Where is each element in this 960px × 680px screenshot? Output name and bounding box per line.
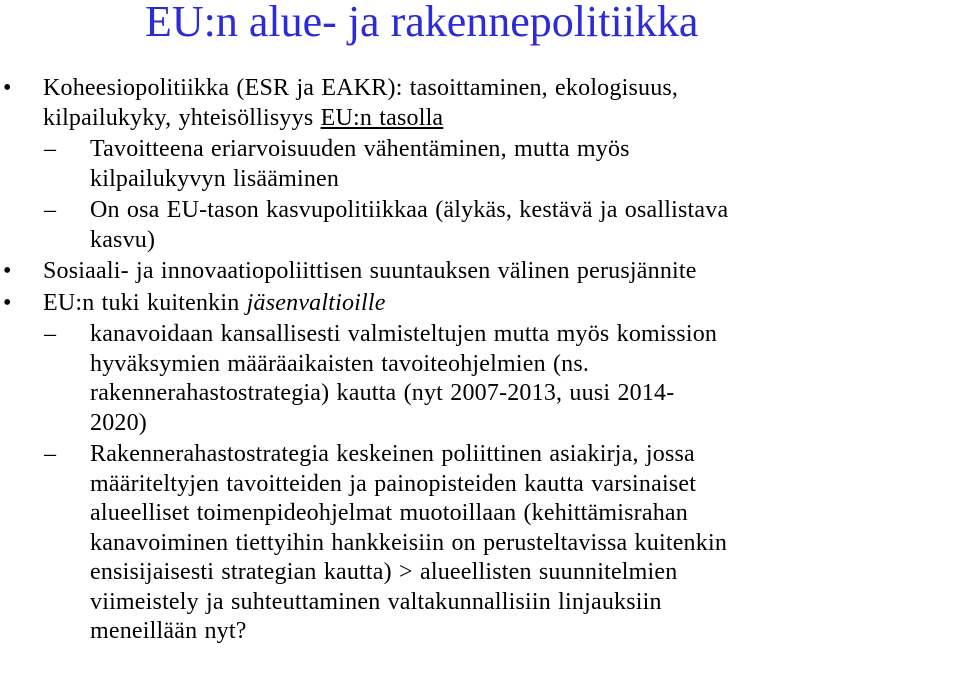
- underlined-text: EU:n tasolla: [320, 104, 444, 131]
- item-line: ensisijaisesti strategian kautta) > alueellisten suunnitelmien: [90, 559, 678, 585]
- dash-marker: –: [44, 136, 57, 162]
- item-line: [43, 104, 960, 134]
- item-line: meneillään nyt?: [90, 618, 247, 644]
- bullet-marker: •: [3, 75, 12, 101]
- item-line: määriteltyjen tavoitteiden ja painopisteiden kautta varsinaiset: [90, 470, 697, 497]
- item-line: kanavoidaan kansallisesti valmisteltujen mutta myös komission: [90, 321, 718, 347]
- item-line: alueelliset toimenpideohjelmat muotoillaan (kehittämisrahan: [90, 500, 688, 526]
- dash-marker: –: [44, 441, 57, 467]
- item-line: Koheesiopolitiikka (ESR ja EAKR): tasoittaminen, ekologisuus,: [43, 75, 679, 101]
- bullet-marker: •: [3, 258, 12, 284]
- item-line: kilpailukyvyn lisääminen: [90, 165, 340, 192]
- item-line: Rakennerahastostrategia keskeinen poliittinen asiakirja, jossa: [90, 441, 695, 467]
- item-line: viimeistely ja suhteuttaminen valtakunnallisiin linjauksiin: [90, 588, 662, 615]
- sub-item-national-programmes: [0, 320, 960, 438]
- item-line: kasvu): [90, 226, 156, 253]
- item-line: 2020): [90, 409, 147, 436]
- bullet-item-eu-support: [0, 289, 960, 319]
- bullet-item-tension: [0, 257, 960, 287]
- slide-title: EU:n alue- ja rakennepolitiikka: [145, 0, 699, 46]
- sub-item-goal: [0, 135, 960, 194]
- dash-marker: –: [44, 197, 57, 223]
- item-line: rakennerahastostrategia) kautta (nyt 2007-2013, uusi 2014-: [90, 380, 675, 406]
- dash-marker: –: [44, 321, 57, 347]
- item-text: EU:n tuki kuitenkin: [43, 289, 247, 316]
- item-line: kanavoiminen tiettyihin hankkeisiin on perusteltavissa kuitenkin: [90, 529, 728, 556]
- slide-content: [0, 74, 960, 649]
- item-line: [43, 289, 960, 319]
- item-line: Sosiaali- ja innovaatiopoliittisen suuntauksen välinen perusjännite: [43, 258, 697, 284]
- item-line: hyväksymien määräaikaisten tavoiteohjelmien (ns.: [90, 350, 590, 377]
- item-text: kilpailukyky, yhteisöllisyys: [43, 104, 321, 131]
- italic-text: jäsenvaltioille: [246, 289, 386, 316]
- item-line: Tavoitteena eriarvoisuuden vähentäminen, mutta myös: [90, 136, 630, 162]
- bullet-item-cohesion-policy: [0, 74, 960, 133]
- item-line: On osa EU-tason kasvupolitiikkaa (älykäs, kestävä ja osallistava: [90, 197, 729, 223]
- sub-item-structural-fund-strategy: [0, 440, 960, 647]
- bullet-marker: •: [3, 289, 12, 316]
- sub-item-growth-policy: [0, 196, 960, 255]
